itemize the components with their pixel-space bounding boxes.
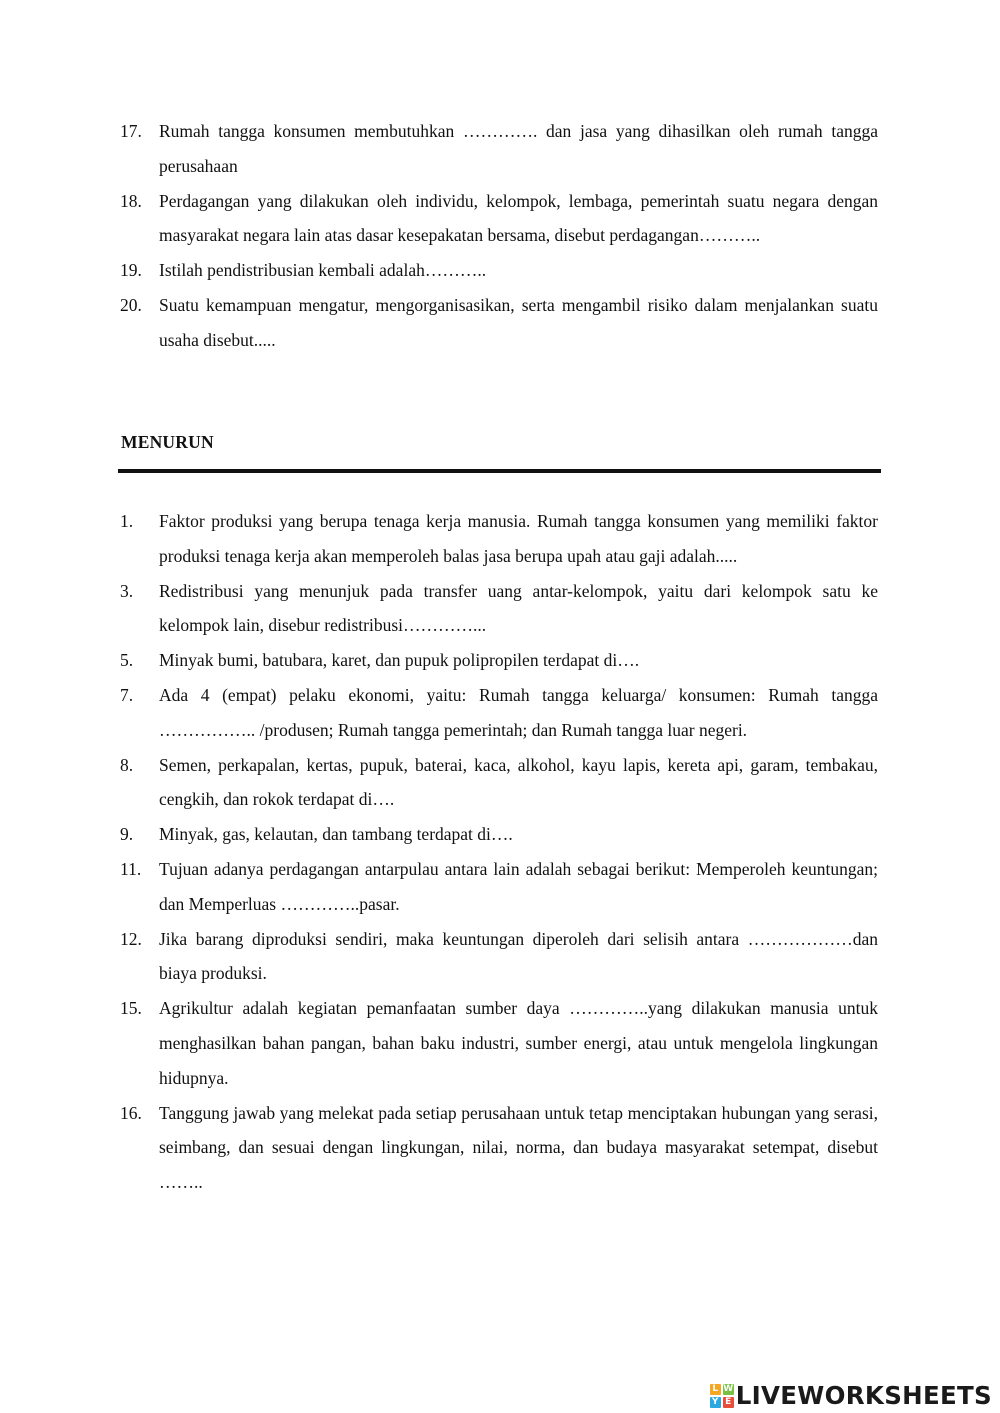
question-number: 17. bbox=[120, 121, 142, 141]
question-text: Rumah tangga konsumen membutuhkan …………. dan jasa yang dihasilkan oleh rumah tangga perusahaan bbox=[159, 121, 878, 176]
question-item bbox=[120, 643, 878, 678]
question-item bbox=[120, 748, 878, 818]
question-text: Agrikultur adalah kegiatan pemanfaatan sumber daya …………..yang dilakukan manusia untuk menghasilkan bahan pangan, bahan baku industri, sumber energi, atau untuk mengelola lingkungan hidupnya. bbox=[159, 998, 878, 1088]
question-item bbox=[120, 852, 878, 922]
logo-tile: W bbox=[723, 1383, 734, 1394]
question-number: 9. bbox=[120, 824, 134, 845]
question-item bbox=[120, 184, 878, 254]
section-heading: MENURUN bbox=[121, 432, 214, 452]
question-number: 7. bbox=[120, 684, 134, 705]
question-text: Minyak, gas, kelautan, dan tambang terdapat di…. bbox=[159, 824, 513, 845]
question-number: 18. bbox=[120, 190, 142, 211]
question-number: 19. bbox=[120, 260, 142, 281]
question-number: 3. bbox=[120, 580, 134, 601]
question-text: Jika barang diproduksi sendiri, maka keuntungan diperoleh dari selisih antara ………………dan biaya produksi. bbox=[159, 928, 878, 984]
question-item bbox=[120, 114, 878, 184]
question-text: Minyak bumi, batubara, karet, dan pupuk polipropilen terdapat di…. bbox=[159, 650, 640, 671]
question-text: Tujuan adanya perdagangan antarpulau antara lain adalah sebagai berikut: Memperoleh keuntungan; dan Memperluas …………..pasar. bbox=[159, 858, 878, 914]
question-text: Faktor produksi yang berupa tenaga kerja manusia. Rumah tangga konsumen yang memiliki faktor produksi tenaga kerja akan memperoleh balas jasa berupa upah atau gaji adalah..... bbox=[159, 511, 878, 566]
top-question-list bbox=[120, 114, 878, 358]
question-text: Semen, perkapalan, kertas, pupuk, baterai, kaca, alkohol, kayu lapis, kereta api, garam, tembakau, cengkih, dan rokok terdapat di…. bbox=[159, 754, 878, 810]
question-item bbox=[120, 1096, 878, 1200]
logo-tile: E bbox=[723, 1397, 734, 1408]
question-item bbox=[120, 574, 878, 644]
question-text: Istilah pendistribusian kembali adalah……….. bbox=[159, 260, 487, 281]
question-number: 15. bbox=[120, 998, 142, 1019]
question-text: Suatu kemampuan mengatur, mengorganisasikan, serta mengambil risiko dalam menjalankan suatu usaha disebut..... bbox=[159, 294, 878, 350]
question-item bbox=[120, 678, 878, 748]
question-number: 16. bbox=[120, 1102, 142, 1123]
question-item bbox=[120, 817, 878, 852]
question-text: Redistribusi yang menunjuk pada transfer uang antar-kelompok, yaitu dari kelompok satu ke kelompok lain, disebur redistribusi…………... bbox=[159, 580, 878, 636]
question-number: 1. bbox=[120, 511, 134, 531]
liveworksheets-wordmark: LIVEWORKSHEETS bbox=[735, 1381, 992, 1410]
question-text: Perdagangan yang dilakukan oleh individu, kelompok, lembaga, pemerintah suatu negara dengan masyarakat negara lain atas dasar kesepakatan bersama, disebut perdagangan……….. bbox=[159, 190, 878, 246]
question-number: 8. bbox=[120, 754, 134, 775]
down-question-list bbox=[120, 504, 878, 1200]
question-number: 11. bbox=[120, 858, 142, 879]
question-item bbox=[120, 288, 878, 358]
question-text: Tanggung jawab yang melekat pada setiap perusahaan untuk tetap menciptakan hubungan yang serasi, seimbang, dan sesuai dengan lingkungan, nilai, norma, dan budaya masyarakat setempat, disebut …….. bbox=[159, 1102, 878, 1193]
logo-tile: Y bbox=[710, 1397, 721, 1408]
question-item bbox=[120, 991, 878, 1095]
question-number: 5. bbox=[120, 650, 134, 671]
logo-tile: L bbox=[710, 1384, 721, 1395]
question-text: Ada 4 (empat) pelaku ekonomi, yaitu: Rumah tangga keluarga/ konsumen: Rumah tangga …………….. /produsen; Rumah tangga pemerintah; dan Rumah tangga luar negeri. bbox=[159, 684, 878, 740]
question-item bbox=[120, 504, 878, 574]
question-number: 20. bbox=[120, 294, 142, 315]
question-number: 12. bbox=[120, 928, 142, 949]
question-item bbox=[120, 922, 878, 992]
question-item bbox=[120, 253, 878, 288]
liveworksheets-logo[interactable] bbox=[710, 1381, 992, 1410]
section-divider bbox=[118, 469, 881, 473]
liveworksheets-logo-icon bbox=[710, 1384, 734, 1408]
